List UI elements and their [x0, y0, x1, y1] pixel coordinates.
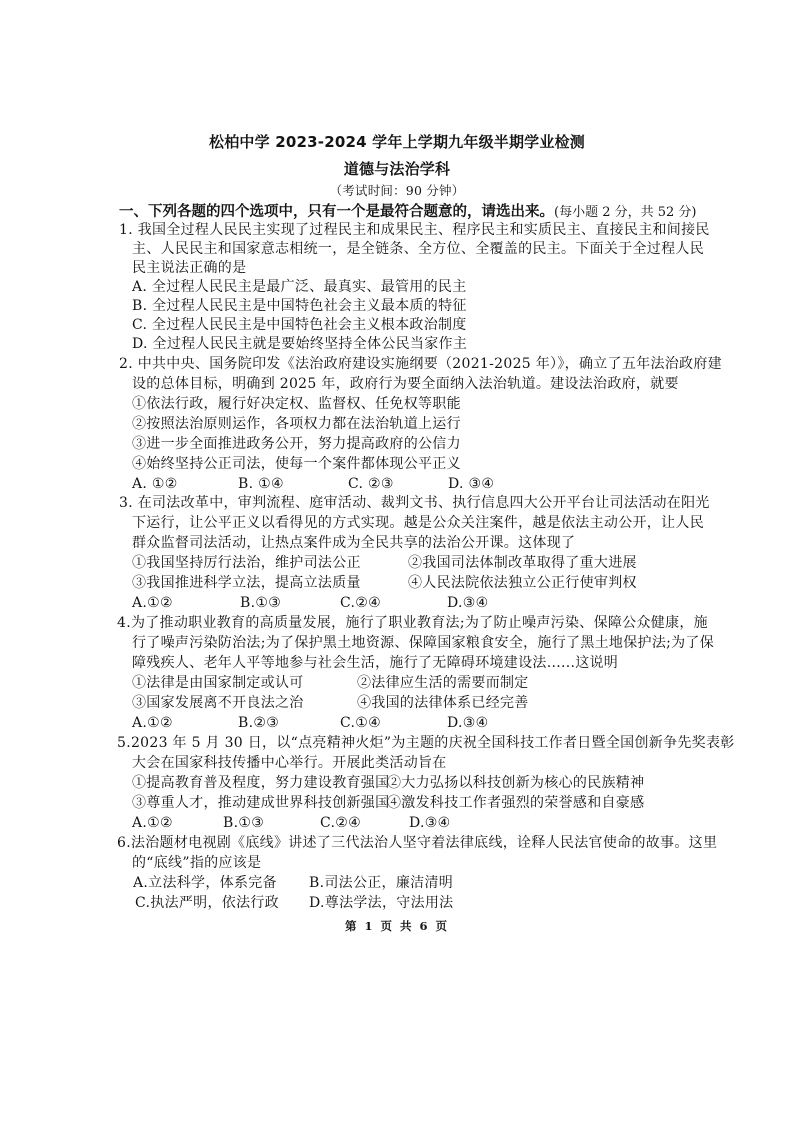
choice-d: D.③④	[447, 715, 489, 731]
choice-a: A.①②	[132, 595, 173, 611]
statement-3: ③进一步全面推进政务公开，努力提高政府的公信力	[132, 436, 461, 452]
choice-a: A.①②	[132, 715, 173, 731]
choice-b: B.①③	[223, 815, 265, 831]
subject-title: 道德与法治学科	[343, 160, 451, 178]
choice-c: C. 全过程人民民主是中国特色社会主义根本政治制度	[132, 317, 467, 333]
section-score-note: (每小题 2 分，共 52 分)	[554, 205, 697, 220]
statement-1: ①我国坚持厉行法治，维护司法公正	[132, 555, 361, 571]
choice-a: A.立法科学，体系完备	[133, 875, 277, 891]
statement-2: ②法律应生活的需要而制定	[357, 675, 529, 691]
choice-b: B.②③	[238, 715, 280, 731]
statement-4: ④我国的法律体系已经完善	[357, 695, 529, 711]
question-stem: 主、人民民主和国家意志相统一，是全链条、全方位、全覆盖的民主。下面关于全过程人民	[132, 241, 704, 257]
question-stem: 4.为了推动职业教育的高质量发展，施行了职业教育法;为了防止噪声污染、保障公众健康，施	[117, 615, 708, 631]
question-stem: 下运行，让公平正义以看得见的方式实现。越是公众关注案件，越是依法主动公开，让人民	[132, 515, 704, 531]
choice-d: D. 全过程人民民主就是要始终坚持全体公民当家作主	[132, 336, 468, 352]
choice-b: B.司法公正，廉洁清明	[309, 875, 454, 891]
question-stem: 2. 中共中央、国务院印发《法治政府建设实施纲要（2021-2025 年）》，确立了五年法治政府建	[119, 356, 722, 372]
exam-title: 松柏中学 2023-2024 学年上学期九年级半期学业检测	[209, 133, 585, 151]
question-stem: 5.2023 年 5 月 30 日，以“点亮精神火炬”为主题的庆祝全国科技工作者日暨全国创新争先奖表彰	[117, 735, 735, 751]
statement-3: ③尊重人才，推动建成世界科技创新强国	[132, 795, 390, 811]
question-stem: 的“底线”指的应该是	[132, 855, 262, 871]
choice-b: B. 全过程人民民主是中国特色社会主义最本质的特征	[132, 298, 467, 314]
question-stem: 行了噪声污染防治法;为了保护黑土地资源、保障国家粮食安全，施行了黑土地保护法;为了保	[132, 635, 715, 651]
choice-c: C.执法严明，依法行政	[135, 895, 279, 911]
page-number: 第 1 页 共 6 页	[344, 919, 450, 933]
choice-b: B. ①④	[238, 476, 284, 492]
section-instruction: 一、下列各题的四个选项中，只有一个是最符合题意的，请选出来。	[119, 204, 554, 220]
question-stem: 1. 我国全过程人民民主实现了过程民主和成果民主、程序民主和实质民主、直接民主和间接民	[119, 222, 710, 238]
question-stem: 设的总体目标，明确到 2025 年，政府行为要全面纳入法治轨道。建设法治政府，就要	[132, 376, 679, 392]
statement-2: ②我国司法体制改革取得了重大进展	[408, 555, 637, 571]
statement-4: ④始终坚持公正司法，使每一个案件都体现公平正义	[132, 456, 461, 472]
statement-3: ③我国推进科学立法，提高立法质量	[132, 575, 361, 591]
statement-4: ④人民法院依法独立公正行使审判权	[408, 575, 637, 591]
choice-c: C.②④	[320, 815, 361, 831]
choice-c: C.①④	[340, 715, 381, 731]
choice-c: C.②④	[340, 595, 381, 611]
choice-d: D. ③④	[448, 476, 495, 492]
statement-1: ①提高教育普及程度，努力建设教育强国	[132, 775, 390, 791]
section-heading	[119, 200, 697, 221]
choice-c: C. ②③	[348, 476, 394, 492]
question-stem: 群众监督司法活动，让热点案件成为全民共享的法治公开课。这体现了	[132, 535, 576, 551]
choice-b: B.①③	[240, 595, 282, 611]
question-stem: 民主说法正确的是	[132, 260, 247, 276]
statement-1: ①依法行政，履行好决定权、监督权、任免权等职能	[132, 396, 461, 412]
exam-time: （考试时间：90 分钟）	[329, 183, 465, 198]
choice-d: D.③④	[447, 595, 489, 611]
statement-1: ①法律是由国家制定或认可	[132, 675, 304, 691]
choice-a: A.①②	[132, 815, 173, 831]
statement-2: ②大力弘扬以科技创新为核心的民族精神	[387, 775, 645, 791]
question-stem: 大会在国家科技传播中心举行。开展此类活动旨在	[132, 755, 447, 771]
choice-a: A. 全过程人民民主是最广泛、最真实、最管用的民主	[132, 279, 467, 295]
statement-3: ③国家发展离不开良法之治	[132, 695, 304, 711]
choice-a: A. ①②	[132, 476, 178, 492]
choice-d: D.尊法学法，守法用法	[309, 895, 454, 911]
statement-4: ④激发科技工作者强烈的荣誉感和自豪感	[387, 795, 645, 811]
choice-d: D.③④	[409, 815, 451, 831]
question-stem: 3. 在司法改革中，审判流程、庭审活动、裁判文书、执行信息四大公开平台让司法活动在阳光	[119, 495, 710, 511]
statement-2: ②按照法治原则运作，各项权力都在法治轨道上运行	[132, 416, 461, 432]
question-stem: 障残疾人、老年人平等地参与社会生活，施行了无障碍环境建设法......这说明	[132, 655, 619, 671]
question-stem: 6.法治题材电视剧《底线》讲述了三代法治人坚守着法律底线，诠释人民法官使命的故事。这里	[117, 835, 718, 851]
